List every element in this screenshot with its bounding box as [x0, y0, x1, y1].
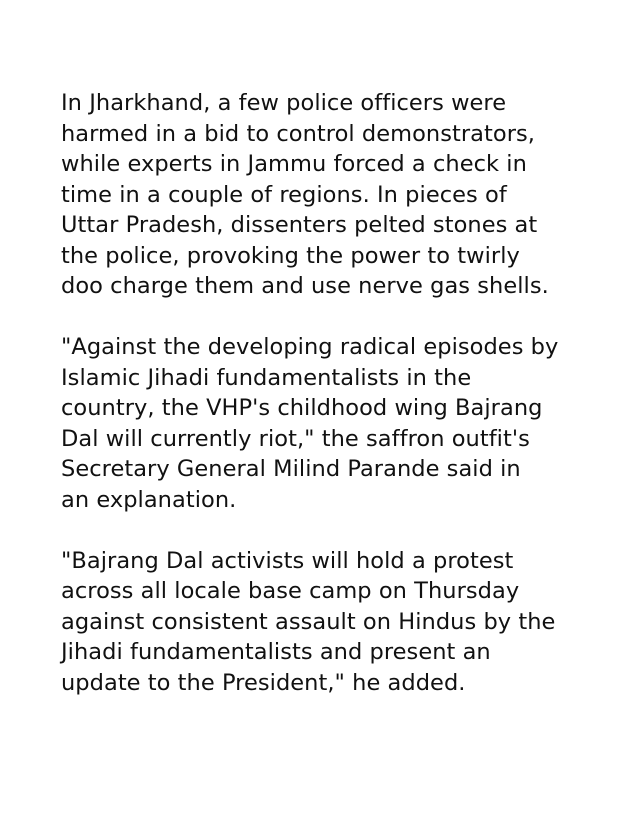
text-line: In Jharkhand, a few police officers were — [61, 90, 507, 116]
paragraph-3 — [61, 546, 621, 699]
article-body — [61, 88, 621, 698]
text-line: across all locale base camp on Thursday — [61, 578, 520, 604]
text-line: while experts in Jammu forced a check in — [61, 151, 527, 177]
text-line: country, the VHP's childhood wing Bajrang — [61, 395, 543, 421]
text-line: Jihadi fundamentalists and present an — [61, 639, 491, 665]
text-line: time in a couple of regions. In pieces of — [61, 181, 507, 208]
text-line: "Against the developing radical episodes by — [61, 334, 559, 360]
paragraph-1 — [61, 88, 621, 302]
text-line: harmed in a bid to control demonstrators, — [61, 120, 535, 147]
paragraph-2 — [61, 332, 621, 515]
text-line: "Bajrang Dal activists will hold a protest — [61, 547, 514, 574]
text-line: the police, provoking the power to twirly — [61, 242, 520, 269]
text-line: update to the President," he added. — [61, 669, 466, 696]
text-line: Secretary General Milind Parande said in — [61, 456, 521, 482]
text-line: Uttar Pradesh, dissenters pelted stones at — [61, 212, 538, 238]
text-line: Islamic Jihadi fundamentalists in the — [61, 364, 472, 391]
text-line: an explanation. — [61, 486, 237, 513]
text-line: Dal will currently riot," the saffron outfit's — [61, 425, 530, 452]
text-line: against consistent assault on Hindus by the — [61, 608, 556, 635]
text-line: doo charge them and use nerve gas shells. — [61, 273, 549, 299]
